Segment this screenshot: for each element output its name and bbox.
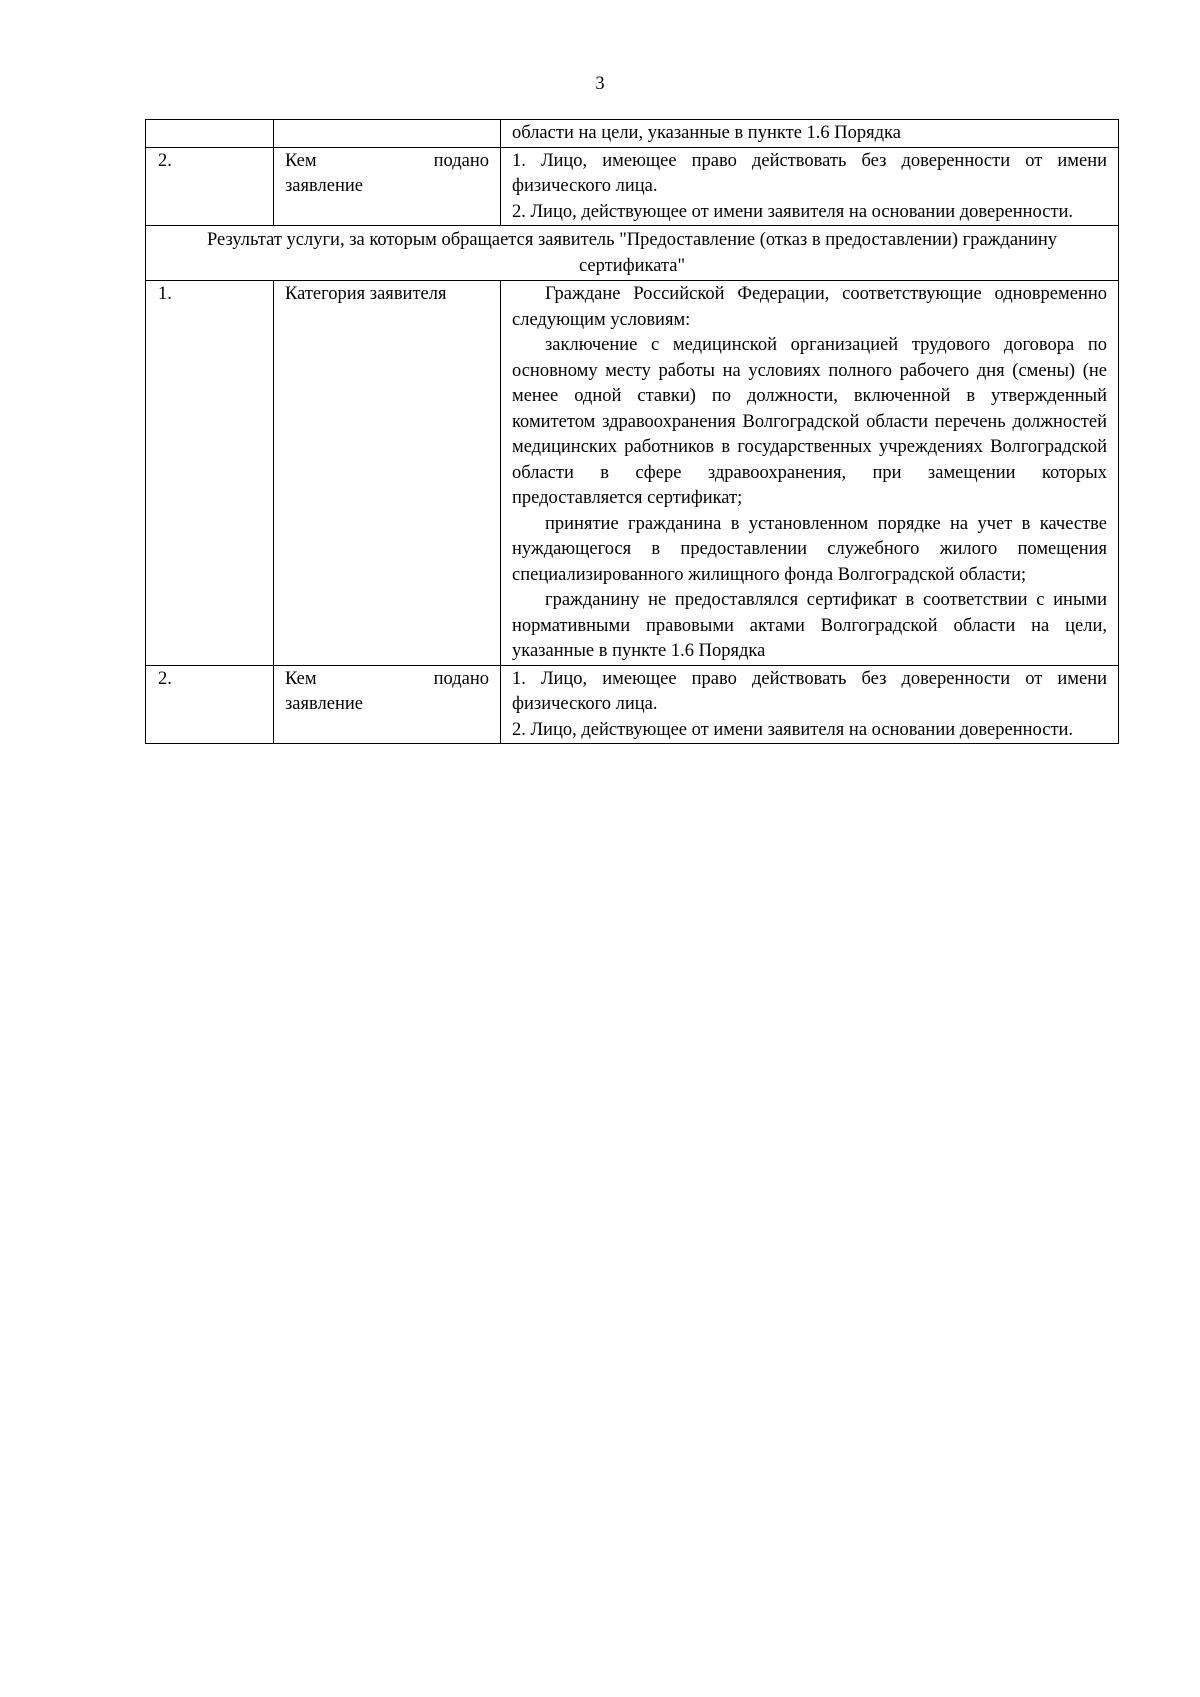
paragraph: Граждане Российской Федерации, соответствующие одновременно следующим условиям: xyxy=(512,284,1107,330)
row-label-line2: заявление xyxy=(285,176,363,196)
list-item: 2. Лицо, действующее от имени заявителя на основании доверенности. xyxy=(512,719,1074,740)
table-row-who-submitted-1 xyxy=(146,147,1119,226)
row-label: Категория заявителя xyxy=(274,281,501,666)
list-item: 1. Лицо, имеющее право действовать без доверенности от имени физического лица. xyxy=(512,150,1107,196)
table-row-continuation xyxy=(146,120,1119,148)
table-row-who-submitted-2 xyxy=(146,665,1119,744)
row-number: 2. xyxy=(146,665,274,744)
row-content-cell xyxy=(501,147,1119,226)
row-number: 1. xyxy=(146,281,274,666)
list-item: 2. Лицо, действующее от имени заявителя на основании доверенности. xyxy=(512,201,1074,222)
row-label-cell xyxy=(274,147,501,226)
paragraph: принятие гражданина в установленном порядке на учет в качестве нуждающегося в предоставлении служебного жилого помещения специализированного жилищного фонда Волгоградской области; xyxy=(512,513,1107,585)
row-label-line2: заявление xyxy=(285,694,363,714)
applicant-table xyxy=(145,119,1119,744)
row-label-line1: Кем подано xyxy=(285,150,489,171)
row-content-cell xyxy=(501,120,1119,148)
table-row-section-heading xyxy=(146,226,1119,281)
paragraph: заключение с медицинской организацией трудового договора по основному месту работы на условиях полного рабочего дня (смены) (не менее одной ставки) по должности, включенной в утвержденный комитетом здравоохранения Волгоградской области перечень должностей медицинских работников в государственных учреждениях Волгоградской области в сфере здравоохранения, при замещении которых предоставляется сертификат; xyxy=(512,335,1107,508)
row-label-line1: Кем подано xyxy=(285,668,489,689)
section-heading: Результат услуги, за которым обращается заявитель "Предоставление (отказ в предоставлении) гражданину сертификата" xyxy=(146,226,1119,281)
row-number-cell xyxy=(146,120,274,148)
list-item: 1. Лицо, имеющее право действовать без доверенности от имени физического лица. xyxy=(512,668,1107,714)
row-number: 2. xyxy=(146,147,274,226)
row-content-cell xyxy=(501,665,1119,744)
row-content-cell xyxy=(501,281,1119,666)
paragraph: гражданину не предоставлялся сертификат в соответствии с иными нормативными правовыми актами Волгоградской области на цели, указанные в пункте 1.6 Порядка xyxy=(512,590,1107,661)
table-row-category xyxy=(146,281,1119,666)
continuation-text: области на цели, указанные в пункте 1.6 Порядка xyxy=(512,123,901,143)
row-label-cell xyxy=(274,120,501,148)
page-number: 3 xyxy=(595,74,605,94)
row-label-cell xyxy=(274,665,501,744)
